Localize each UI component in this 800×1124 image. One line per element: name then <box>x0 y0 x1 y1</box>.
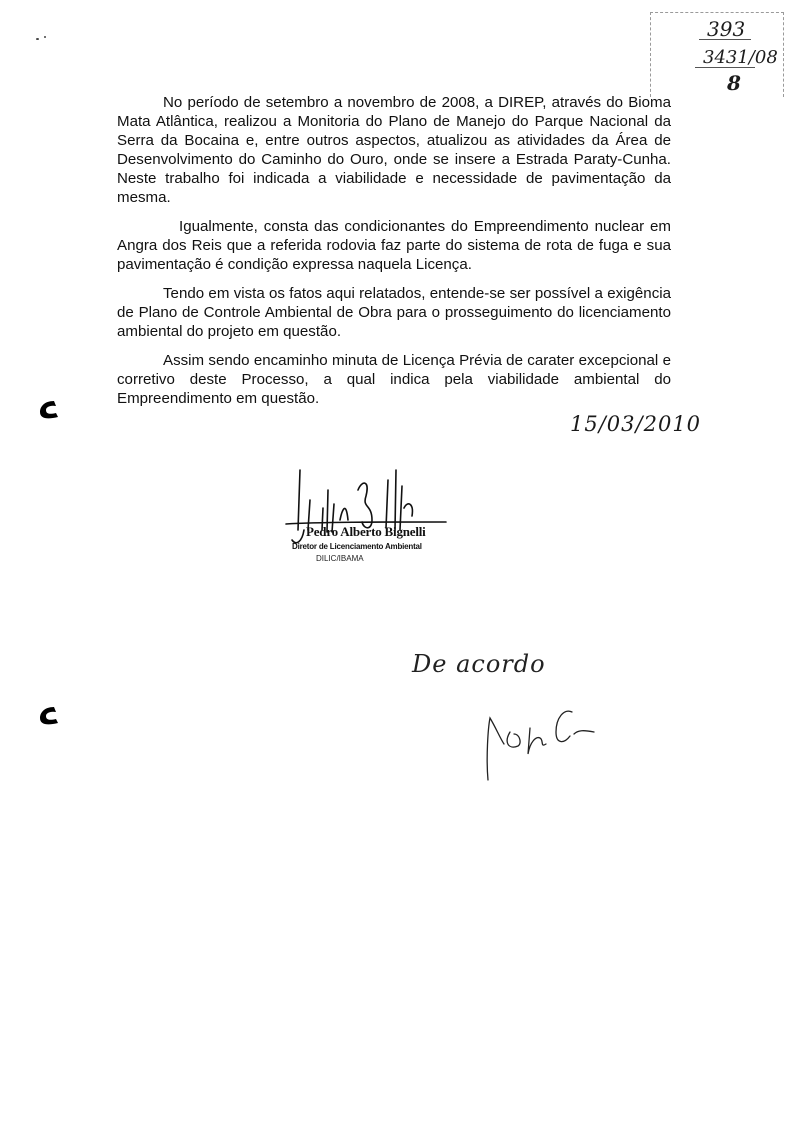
hole-punch-mark <box>36 703 62 729</box>
stamp-rubrica: 8 <box>727 71 741 95</box>
paragraph-license-draft: Assim sendo encaminho minuta de Licença Prévia de carater excepcional e corretivo deste Processo, a qual indica pela viabilidade ambiental do Empreendimento em questão. <box>117 352 671 407</box>
signatory-organization: DILIC/IBAMA <box>316 554 364 563</box>
hole-punch-mark <box>36 397 62 423</box>
memo-body <box>117 93 671 418</box>
handwritten-signature <box>278 460 468 570</box>
protocol-stamp <box>650 12 784 97</box>
signatory-title: Diretor de Licenciamento Ambiental <box>292 542 422 551</box>
paragraph-nuclear-conditions: Igualmente, consta das condicionantes do Empreendimento nuclear em Angra dos Reis que a referida rodovia faz parte do sistema de rota de fuga e sua pavimentação é condição expressa naquela Licença. <box>117 218 671 273</box>
stamp-process-number: 3431/08 <box>703 47 778 68</box>
approval-signature <box>474 688 624 783</box>
paragraph-control-plan: Tendo em vista os fatos aqui relatados, entende-se ser possível a exigência de Plano de Controle Ambiental de Obra para o prosseguimento do licenciamento ambiental do projeto em questão. <box>117 285 671 340</box>
signatory-name: Pedro Alberto Bignelli <box>306 524 426 539</box>
paragraph-direp-monitoring: No período de setembro a novembro de 2008, a DIREP, através do Bioma Mata Atlântica, realizou a Monitoria do Plano de Manejo do Parque Nacional da Serra da Bocaina e, entre outros aspectos, atualizou as atividades da Área de Desenvolvimento do Caminho do Ouro, onde se insere a Estrada Paraty-Cunha. Neste trabalho foi indicada a viabilidade e necessidade de pavimentação da mesma. <box>117 94 671 206</box>
scan-speck <box>44 36 46 38</box>
scan-speck <box>36 38 39 40</box>
handwritten-approval: De acordo <box>412 650 546 678</box>
handwritten-date: 15/03/2010 <box>570 412 702 436</box>
stamp-folha-number: 393 <box>707 17 746 41</box>
